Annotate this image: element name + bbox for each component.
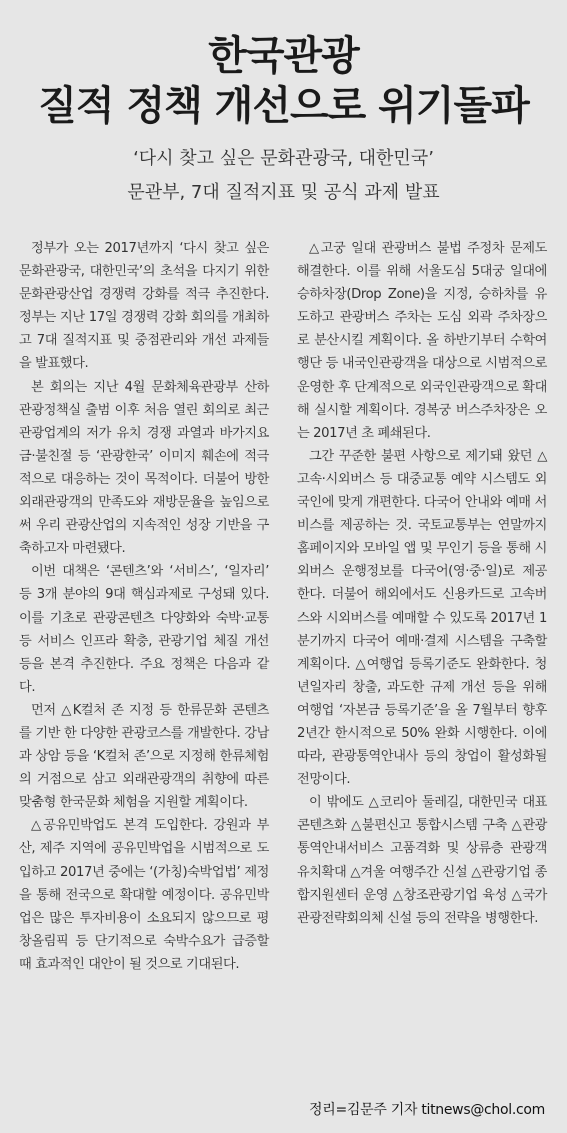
- paragraph: △고궁 일대 관광버스 불법 주정차 문제도 해결한다. 이를 위해 서울도심 5대궁 일대에 승하차장(Drop Zone)을 지정, 승하차를 유도하고 관광버스 주차는 도심 외곽 주차장으로 분산시킬 계획이다. 올 하반기부터 수학여행단 등 내국인관광객을 대상으로 시범적으로 운영한 후 단계적으로 외국인관광객으로 확대해 실시할 계획이다. 경복궁 버스주차장은 오는 2017년 초 폐쇄된다.: [297, 241, 547, 441]
- byline: 정리=김문주 기자 titnews@chol.com: [309, 1102, 545, 1118]
- paragraph: 이 밖에도 △코리아 둘레길, 대한민국 대표 콘텐츠화 △불편신고 통합시스템 구축 △관광통역안내서비스 고품격화 및 상류층 관광객 유치확대 △겨울 여행주간 신설 △관광기업 종합지원센터 운영 △창조관광기업 육성 △국가 관광전략회의체 신설 등의 전략을 병행한다.: [297, 795, 547, 926]
- paragraph: 이번 대책은 ‘콘텐츠’와 ‘서비스’, ‘일자리’ 등 3개 분야의 9대 핵심과제로 구성돼 있다. 이를 기초로 관광콘텐츠 다양화와 숙박·교통 등 서비스 인프라 확충, 관광기업 체질 개선 등을 본격 추진한다. 주요 정책은 다음과 같다.: [19, 564, 269, 695]
- paragraph: 먼저 △K컬처 존 지정 등 한류문화 콘텐츠를 기반 한 다양한 관광코스를 개발한다. 강남과 상암 등을 ‘K컬처 존’으로 지정해 한류체험의 거점으로 삼고 외래관광객의 취향에 따른 맞춤형 한국문화 체험을 지원할 계획이다.: [19, 702, 269, 811]
- paragraph: △공유민박업도 본격 도입한다. 강원과 부산, 제주 지역에 공유민박업을 시범적으로 도입하고 2017년 중에는 ‘(가칭)숙박업법’ 제정을 통해 전국으로 확대할 예정이다. 공유민박업은 많은 투자비용이 소요되지 않으므로 평창올림픽 등 단기적으로 숙박수요가 급증할 때 효과적인 대안이 될 것으로 기대된다.: [19, 818, 269, 972]
- headline-line-1: 한국관광: [208, 33, 359, 79]
- article-column-right: [297, 237, 547, 930]
- paragraph: 정부가 오는 2017년까지 ‘다시 찾고 싶은 문화관광국, 대한민국’의 초석을 다지기 위한 문화관광산업 경쟁력 강화를 적극 추진한다. 정부는 지난 17일 경쟁력 강화 회의를 개최하고 7대 질적지표 및 중점관리와 개선 과제들을 발표했다.: [19, 241, 269, 372]
- paragraph: 본 회의는 지난 4월 문화체육관광부 산하 관광정책실 출범 이후 처음 열린 회의로 최근 관광업계의 저가 유치 경쟁 과열과 바가지요금·불친절 등 ‘관광한국’ 이미지 훼손에 적극적으로 대응하는 것이 목적이다. 더불어 방한 외래관광객의 만족도와 재방문율을 높임으로써 우리 관광산업의 지속적인 성장 기반을 구축하고자 마련됐다.: [19, 379, 269, 557]
- subheadline-line-1: ‘다시 찾고 싶은 문화관광국, 대한민국’: [133, 148, 434, 169]
- headline-line-2: 질적 정책 개선으로 위기돌파: [38, 83, 529, 129]
- subheadline-line-2: 문관부, 7대 질적지표 및 공식 과제 발표: [127, 182, 440, 203]
- paragraph: 그간 꾸준한 불편 사항으로 제기돼 왔던 △고속·시외버스 등 대중교통 예약 시스템도 외국인에 맞게 개편한다. 다국어 안내와 예매 서비스를 제공하는 것. 국토교통부는 연말까지 홈페이지와 모바일 앱 및 무인기 등을 통해 시외버스 운행정보를 다국어(영·중·일)로 제공한다. 더불어 해외에서도 신용카드로 고속버스와 시외버스를 예매할 수 있도록 2017년 1분기까지 다국어 예매·결제 시스템을 구축할 계획이다. △여행업 등록기준도 완화한다. 청년일자리 창출, 과도한 규제 개선 등을 위해 여행업 ‘자본금 등록기준’을 올 7월부터 향후 2년간 한시적으로 50% 완화 시행한다. 이에 따라, 관광통역안내사 등의 창업이 활성화될 전망이다.: [297, 448, 547, 788]
- article-column-left: [19, 237, 269, 976]
